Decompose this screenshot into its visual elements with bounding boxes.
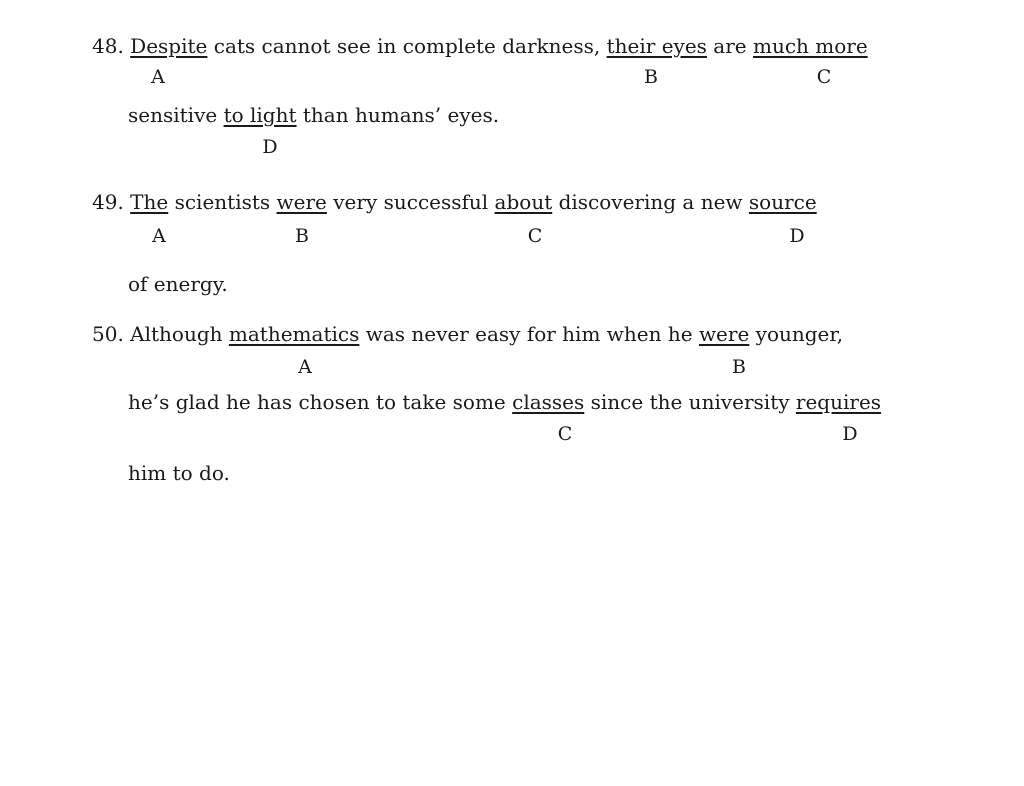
underlined-option-b: their eyes bbox=[606, 34, 707, 58]
option-label-b: B bbox=[644, 66, 658, 88]
option-label-a: A bbox=[298, 356, 312, 378]
underlined-option-a: mathematics bbox=[228, 322, 360, 346]
sentence-text: than humans’ eyes. bbox=[296, 103, 500, 127]
question-49-line-1 bbox=[92, 190, 817, 214]
underlined-option-c: much more bbox=[752, 34, 868, 58]
underlined-option-c: classes bbox=[512, 390, 585, 414]
sentence-text: very successful bbox=[326, 190, 495, 214]
sentence-text: sensitive bbox=[128, 103, 224, 127]
option-label-a: A bbox=[151, 66, 165, 88]
option-label-c: C bbox=[816, 66, 832, 88]
underlined-option-d: requires bbox=[795, 390, 882, 414]
underlined-option-b: were bbox=[698, 322, 750, 346]
question-48-line-1 bbox=[92, 34, 868, 58]
underlined-option-d: source bbox=[748, 190, 817, 214]
option-label-c: C bbox=[557, 423, 573, 445]
sentence-text: are bbox=[706, 34, 753, 58]
underlined-option-c: about bbox=[494, 190, 553, 214]
question-49-line-2 bbox=[128, 272, 228, 296]
question-50-line-1 bbox=[92, 322, 843, 346]
question-50-line-3 bbox=[128, 461, 230, 485]
sentence-text: since the university bbox=[584, 390, 796, 414]
option-label-b: B bbox=[295, 225, 309, 247]
question-number: 50. bbox=[92, 322, 124, 346]
option-label-a: A bbox=[152, 225, 166, 247]
option-label-d: D bbox=[262, 136, 278, 158]
sentence-text: him to do. bbox=[128, 461, 230, 485]
sentence-text: of energy. bbox=[128, 272, 228, 296]
sentence-text: younger, bbox=[749, 322, 844, 346]
underlined-option-b: were bbox=[276, 190, 327, 214]
question-number: 49. bbox=[92, 190, 124, 214]
sentence-text: scientists bbox=[168, 190, 277, 214]
underlined-option-a: Despite bbox=[130, 34, 208, 58]
option-label-d: D bbox=[789, 225, 805, 247]
question-48-line-2 bbox=[128, 103, 499, 127]
option-label-b: B bbox=[732, 356, 746, 378]
sentence-text: he’s glad he has chosen to take some bbox=[128, 390, 513, 414]
sentence-text: Although bbox=[130, 322, 229, 346]
option-label-c: C bbox=[527, 225, 543, 247]
sentence-text: was never easy for him when he bbox=[359, 322, 699, 346]
sentence-text: cats cannot see in complete darkness, bbox=[207, 34, 607, 58]
underlined-option-a: The bbox=[130, 190, 169, 214]
option-label-d: D bbox=[842, 423, 858, 445]
sentence-text: discovering a new bbox=[552, 190, 749, 214]
question-number: 48. bbox=[92, 34, 124, 58]
underlined-option-d: to light bbox=[223, 103, 297, 127]
question-50-line-2 bbox=[128, 390, 881, 414]
